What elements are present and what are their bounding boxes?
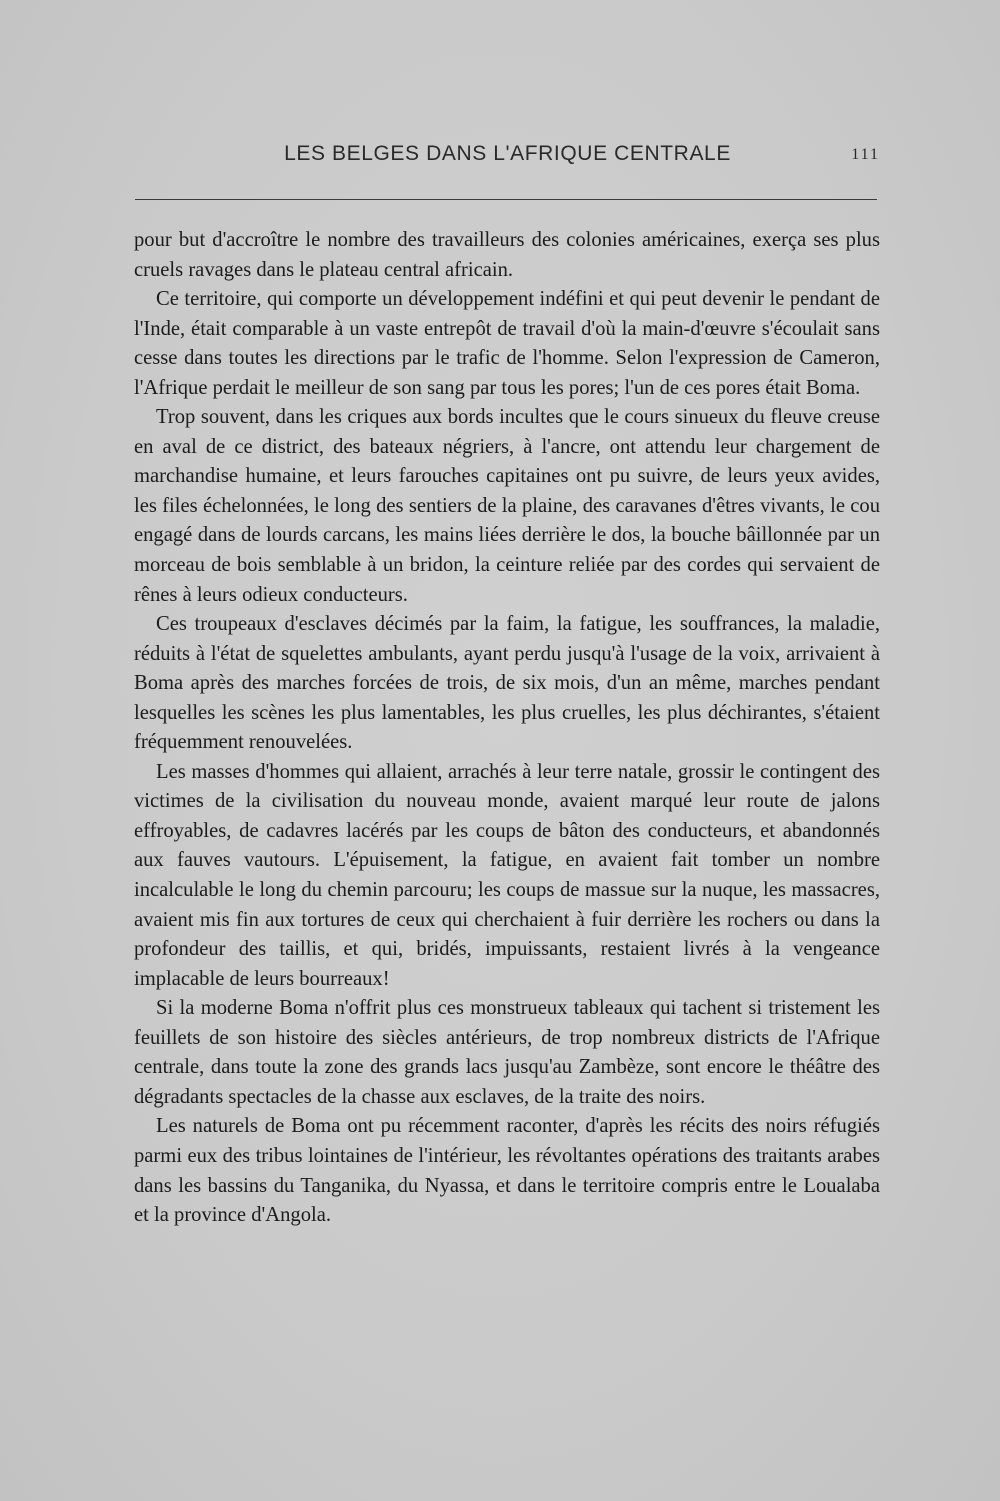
page-number: 111 [851, 146, 880, 163]
header-rule [135, 199, 877, 200]
paragraph-4: Ces troupeaux d'esclaves décimés par la faim, la fatigue, les souffrances, la maladie, réduits à l'état de squelettes ambulants, ayant perdu jusqu'à l'usage de la voix, arrivaient à Boma après des marches forcées de trois, de six mois, d'un an même, marches pendant lesquelles les scènes les plus lamentables, les plus cruelles, les plus déchirantes, s'étaient fréquemment renouvelées. [134, 613, 880, 754]
running-head [135, 140, 880, 170]
paragraph-7: Les naturels de Boma ont pu récemment raconter, d'après les récits des noirs réfugiés parmi eux des tribus lointaines de l'intérieur, les révoltantes opérations des traitants arabes dans les bassins du Tanganika, du Nyassa, et dans le territoire compris entre le Loualaba et la province d'Angola. [134, 1115, 880, 1227]
body-text [134, 226, 880, 1231]
paragraph-2: Ce territoire, qui comporte un développement indéfini et qui peut devenir le pendant de l'Inde, était comparable à un vaste entrepôt de travail d'où la main-d'œuvre s'écoulait sans cesse dans toutes les directions par le trafic de l'homme. Selon l'expression de Cameron, l'Afrique perdait le meilleur de son sang par tous les pores; l'un de ces pores était Boma. [134, 288, 880, 399]
running-title: LES BELGES DANS L'AFRIQUE CENTRALE [284, 142, 731, 165]
paragraph-6: Si la moderne Boma n'offrit plus ces monstrueux tableaux qui tachent si tristement les feuillets de son histoire des siècles antérieurs, de trop nombreux districts de l'Afrique centrale, dans toute la zone des grands lacs jusqu'au Zambèze, sont encore le théâtre des dégradants spectacles de la chasse aux esclaves, de la traite des noirs. [134, 997, 880, 1108]
paragraph-1: pour but d'accroître le nombre des travailleurs des colonies américaines, exerça ses plus cruels ravages dans le plateau central africain. [134, 229, 880, 281]
paragraph-5: Les masses d'hommes qui allaient, arrachés à leur terre natale, grossir le contingent des victimes de la civilisation du nouveau monde, avaient marqué leur route de jalons effroyables, de cadavres lacérés par les coups de bâton des conducteurs, et abandonnés aux fauves vautours. L'épuisement, la fatigue, en avaient fait tomber un nombre incalculable le long du chemin parcouru; les coups de massue sur la nuque, les massacres, avaient mis fin aux tortures de ceux qui cherchaient à fuir derrière les rochers ou dans la profondeur des taillis, et qui, bridés, impuissants, restaient livrés à la vengeance implacable de leurs bourreaux! [134, 760, 880, 990]
paragraph-3: Trop souvent, dans les criques aux bords incultes que le cours sinueux du fleuve creuse en aval de ce district, des bateaux négriers, à l'ancre, ont attendu leur chargement de marchandise humaine, et leurs farouches capitaines ont pu suivre, de leurs yeux avides, les files échelonnées, le long des sentiers de la plaine, des caravanes d'êtres vivants, le cou engagé dans de lourds carcans, les mains liées derrière le dos, la bouche bâillonnée par un morceau de bois semblable à un bridon, la ceinture reliée par des cordes qui servaient de rênes à leurs odieux conducteurs. [134, 406, 880, 606]
